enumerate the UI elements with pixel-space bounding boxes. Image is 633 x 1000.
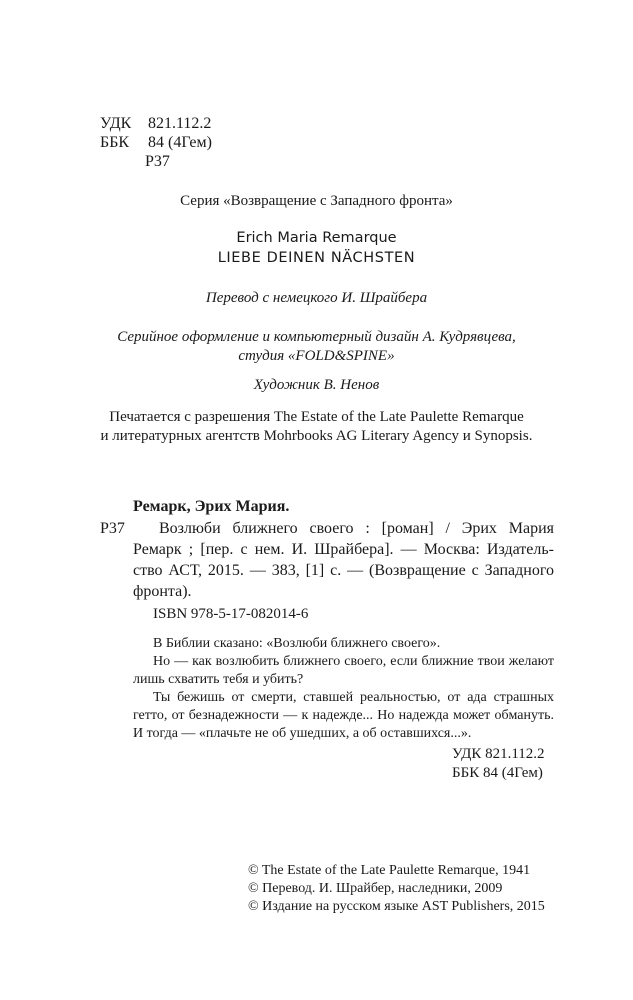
annotation-line5: гетто, от безнадежности — к надежде... Но надежда может обмануть. <box>133 708 554 723</box>
original-author: Erich Maria Remarque <box>236 230 397 246</box>
design-credit-line1: Серийное оформление и компьютерный дизайн А. Кудрявцева, <box>117 329 516 345</box>
copyright-line1: © The Estate of the Late Paulette Remarque, 1941 <box>248 863 531 878</box>
permission-line2: и литературных агентств Mohrbooks AG Literary Agency и Synopsis. <box>100 428 533 444</box>
original-title: LIEBE DEINEN NÄCHSTEN <box>217 250 416 266</box>
bottom-bbk: ББК 84 (4Гем) <box>452 765 543 781</box>
catalog-line2: Ремарк ; [пер. с нем. И. Шрайбера]. — Москва: Издатель- <box>133 541 554 558</box>
bottom-udk: УДК 821.112.2 <box>452 746 545 762</box>
annotation-line1: В Библии сказано: «Возлюби ближнего своего». <box>153 636 441 651</box>
annotation-line2: Но — как возлюбить ближнего своего, если ближние твои желают <box>153 654 554 669</box>
copyright-line3: © Издание на русском языке AST Publishers, 2015 <box>248 899 545 914</box>
series-line: Серия «Возвращение с Западного фронта» <box>180 193 453 209</box>
bbk-label: ББК <box>100 134 130 151</box>
udk-label: УДК <box>100 115 132 132</box>
annotation-line4: Ты бежишь от смерти, ставшей реальностью, от ада страшных <box>153 690 554 705</box>
catalog-line4: фронта). <box>133 583 192 600</box>
isbn: ISBN 978-5-17-082014-6 <box>153 606 309 622</box>
bbk-value: 84 (4Гем) <box>148 134 212 151</box>
author-mark: Р37 <box>145 153 170 170</box>
artist-credit: Художник В. Ненов <box>253 377 380 393</box>
translation-credit: Перевод с немецкого И. Шрайбера <box>205 290 428 306</box>
catalog-mark: Р37 <box>100 520 125 537</box>
catalog-heading: Ремарк, Эрих Мария. <box>133 498 290 515</box>
catalog-line3: ство АСТ, 2015. — 383, [1] с. — (Возвращение с Западного <box>133 562 554 579</box>
annotation-line3: лишь схватить тебя и убить? <box>133 672 304 687</box>
design-credit-line2: студия «FOLD&SPINE» <box>238 348 395 364</box>
catalog-line1: Возлюби ближнего своего : [роман] / Эрих Мария <box>159 520 554 537</box>
udk-value: 821.112.2 <box>148 115 212 132</box>
copyright-line2: © Перевод. И. Шрайбер, наследники, 2009 <box>248 881 503 896</box>
permission-line1: Печатается с разрешения The Estate of the Late Paulette Remarque <box>109 409 524 425</box>
annotation-line6: И тогда — «плачьте не об ушедших, а об оставшихся...». <box>133 726 472 741</box>
